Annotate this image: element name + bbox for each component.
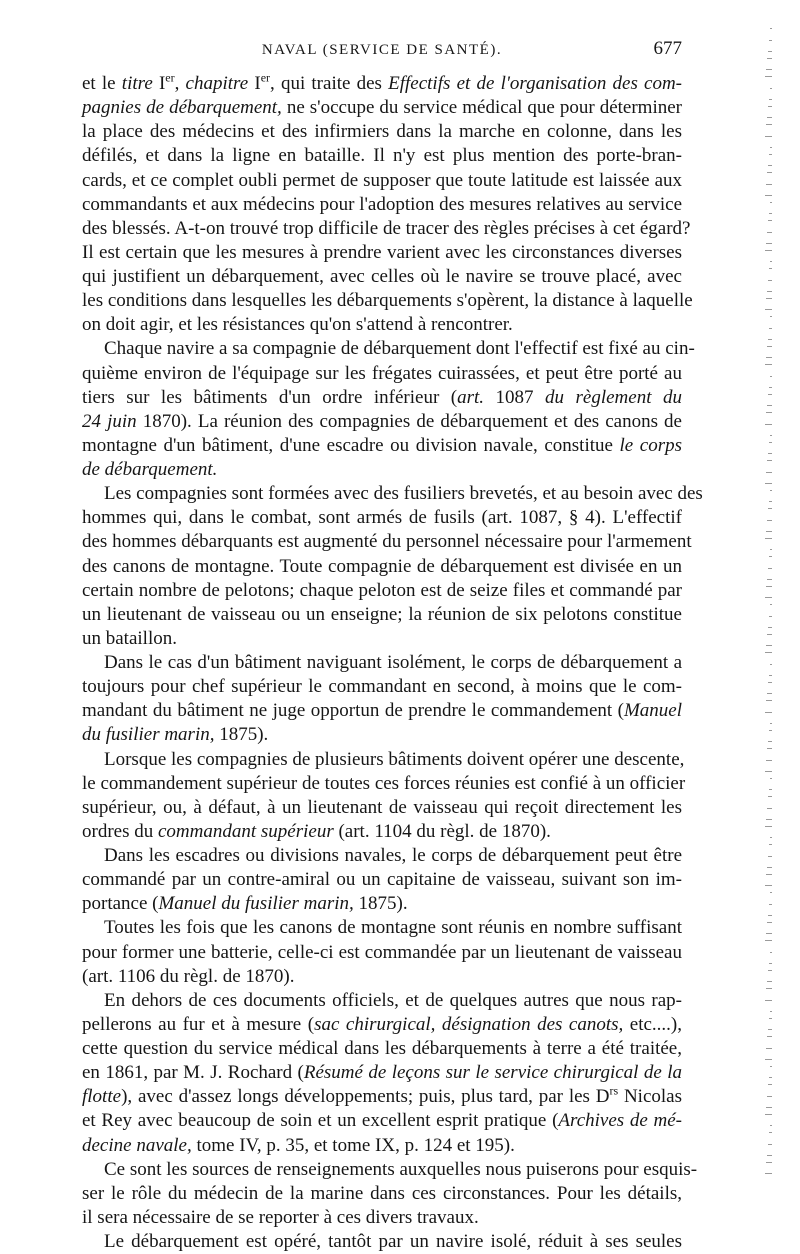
text-line: [82, 144, 682, 168]
text-line: [82, 772, 686, 796]
edge-mark: [769, 501, 772, 502]
edge-mark: [768, 51, 772, 52]
edge-mark: [765, 597, 772, 598]
edge-mark: [765, 136, 772, 137]
text-line: [82, 434, 682, 458]
text-segment: I: [152, 73, 166, 94]
edge-mark: [767, 291, 772, 292]
text-line: [82, 555, 682, 579]
edge-mark: [766, 243, 772, 244]
superscript-text: er: [260, 70, 271, 85]
edge-mark: [770, 604, 772, 605]
text-segment: Dans les escadres ou divisions navales, le corps de débarquement peut être: [104, 845, 682, 866]
text-segment: montagne d'un bâtiment, d'une escadre ou division navale, constitue: [82, 434, 620, 456]
text-line: [82, 313, 682, 337]
text-line: [82, 1182, 682, 1206]
edge-mark: [765, 1000, 772, 1001]
edge-mark: [770, 664, 772, 665]
edge-mark: [766, 586, 772, 587]
text-segment: des blessés. A-t-on trouvé trop difficile de tracer des règles précises à cet égard?: [82, 217, 691, 239]
text-line: [82, 265, 682, 289]
text-segment: un bataillon.: [82, 627, 177, 649]
italic-text: sac chirurgical, désignation des canots,: [314, 1013, 624, 1035]
edge-mark: [769, 387, 772, 388]
text-segment: En dehors de ces documents officiels, et de quelques autres que nous rap-: [104, 989, 682, 1011]
text-line: [82, 675, 682, 699]
edge-mark: [769, 904, 772, 905]
edge-mark: [768, 106, 772, 107]
edge-mark: [765, 885, 772, 886]
text-line: [82, 1085, 682, 1109]
text-segment: des canons de montagne. Toute compagnie de débarquement est divisée en un: [82, 555, 682, 577]
text-line: [82, 506, 682, 530]
text-line: [82, 241, 682, 265]
edge-mark: [766, 933, 772, 934]
edge-mark: [769, 1077, 772, 1078]
edge-mark: [770, 490, 772, 491]
superscript-text: rs: [609, 1083, 619, 1098]
edge-mark: [770, 28, 772, 29]
text-segment: 1875).: [214, 724, 269, 746]
edge-mark: [767, 748, 772, 749]
edge-mark: [769, 789, 772, 790]
text-segment: Il est certain que les mesures à prendre varient avec les circonstances diverses: [82, 241, 682, 263]
edge-mark: [766, 472, 772, 473]
text-segment: un lieutenant de vaisseau ou un enseigne; la réunion de six pelotons constitue: [82, 603, 682, 625]
edge-mark: [765, 826, 772, 827]
text-line: [82, 386, 682, 410]
edge-mark: [769, 268, 772, 269]
text-line: [82, 458, 682, 482]
edge-mark: [770, 316, 772, 317]
text-line: [82, 820, 682, 844]
edge-mark: [769, 328, 772, 329]
edge-mark: [768, 682, 772, 683]
edge-mark: [768, 970, 772, 971]
edge-mark: [769, 730, 772, 731]
edge-mark: [770, 261, 772, 262]
italic-text: commandant supérieur: [157, 820, 334, 842]
edge-mark: [765, 1173, 772, 1174]
text-segment: 1087: [484, 386, 546, 408]
running-title: NAVAL (SERVICE DE SANTÉ).: [261, 42, 503, 58]
edge-mark: [767, 634, 772, 635]
edge-mark: [766, 819, 772, 820]
edge-mark: [769, 675, 772, 676]
text-segment: Le débarquement est opéré, tantôt par un navire isolé, réduit à ses seules: [104, 1231, 682, 1252]
text-segment: mandant du bâtiment ne juge opportun de prendre le commandement (: [82, 700, 624, 722]
italic-text: 24 juin: [82, 410, 137, 432]
edge-mark: [767, 981, 772, 982]
text-line: [82, 1061, 682, 1085]
page-header: [82, 38, 682, 68]
edge-mark: [770, 549, 772, 550]
edge-mark: [766, 1107, 772, 1108]
italic-text: de débarquement.: [82, 459, 218, 480]
text-segment: et le: [82, 73, 122, 94]
italic-text: art.: [457, 386, 485, 408]
text-line: [82, 603, 682, 627]
edge-mark: [767, 1155, 772, 1156]
edge-mark: [767, 346, 772, 347]
text-line: [82, 748, 685, 772]
edge-mark: [768, 1084, 772, 1085]
edge-mark: [769, 963, 772, 964]
edge-mark: [767, 867, 772, 868]
text-line: [82, 699, 682, 723]
scan-edge-marks: [762, 20, 772, 1190]
text-segment: certain nombre de pelotons; chaque peloton est de seize files et commandé par: [82, 579, 682, 601]
text-line: [82, 579, 682, 603]
text-line: [82, 1206, 682, 1230]
edge-mark: [765, 652, 772, 653]
edge-mark: [766, 531, 772, 532]
edge-mark: [768, 1029, 772, 1030]
edge-mark: [767, 460, 772, 461]
edge-mark: [769, 616, 772, 617]
text-segment: tiers sur les bâtiments d'un ordre inférieur (: [82, 386, 458, 408]
text-line: [82, 482, 703, 506]
italic-text: decine navale,: [82, 1134, 192, 1156]
edge-mark: [766, 874, 772, 875]
edge-mark: [768, 453, 772, 454]
edge-mark: [768, 627, 772, 628]
edge-mark: [769, 99, 772, 100]
edge-mark: [769, 154, 772, 155]
text-segment: ordres du: [82, 820, 158, 842]
edge-mark: [766, 124, 772, 125]
edge-mark: [767, 172, 772, 173]
text-segment: et Rey avec beaucoup de soin et un excellent esprit pratique (: [82, 1110, 559, 1132]
text-segment: (art. 1104 du règl. de 1870).: [333, 820, 551, 842]
text-line: [82, 796, 682, 820]
edge-mark: [765, 195, 772, 196]
edge-mark: [766, 357, 772, 358]
text-line: [82, 410, 682, 434]
text-segment: 1875).: [353, 893, 408, 915]
edge-mark: [765, 771, 772, 772]
text-segment: ne s'occupe du service médical que pour déterminer: [281, 97, 682, 119]
edge-mark: [770, 147, 772, 148]
edge-mark: [770, 952, 772, 953]
text-segment: la place des médecins et des infirmiers dans la marche en colonne, dans les: [82, 121, 682, 143]
text-segment: ,: [174, 73, 186, 94]
text-line: [82, 193, 682, 217]
text-segment: des hommes débarquants est augmenté du personnel nécessaire pour l'armement: [82, 531, 692, 553]
text-segment: le commandement supérieur de toutes ces forces réunies est confié à un officier: [82, 772, 686, 794]
edge-mark: [769, 844, 772, 845]
edge-mark: [765, 309, 772, 310]
edge-mark: [768, 339, 772, 340]
edge-mark: [767, 1036, 772, 1037]
text-line: [82, 337, 695, 361]
edge-mark: [765, 483, 772, 484]
text-line: [82, 1230, 682, 1254]
edge-mark: [770, 892, 772, 893]
edge-mark: [768, 165, 772, 166]
text-segment: en 1861, par M. J. Rochard (: [82, 1062, 304, 1084]
edge-mark: [770, 1125, 772, 1126]
italic-text: du règlement du: [545, 386, 682, 408]
text-line: [82, 627, 682, 651]
text-segment: Toutes les fois que les canons de montagne sont réunis en nombre suffisant: [104, 917, 682, 939]
text-segment: qui justifient un débarquement, avec celles où le navire se trouve placé, avec: [82, 266, 682, 287]
edge-mark: [767, 579, 772, 580]
text-segment: supérieur, ou, à défaut, à un lieutenant de vaisseau qui reçoit directement les: [82, 796, 682, 818]
italic-text: Archives de mé-: [558, 1110, 683, 1132]
edge-mark: [765, 76, 772, 77]
text-segment: commandants et aux médecins pour l'adoption des mesures relatives au service: [82, 193, 682, 215]
text-line: [82, 651, 682, 675]
edge-mark: [766, 412, 772, 413]
edge-mark: [767, 520, 772, 521]
superscript-text: er: [165, 70, 175, 85]
text-segment: 1870). La réunion des compagnies de débarquement et des canons de: [136, 410, 682, 432]
edge-mark: [768, 394, 772, 395]
text-segment: quième environ de l'équipage sur les frégates cuirassées, et peut être porté au: [82, 362, 682, 384]
text-line: [82, 96, 682, 120]
text-line: [82, 1158, 698, 1182]
text-segment: cards, et ce complet oubli permet de supposer que toute latitude est laissée aux: [82, 169, 682, 191]
text-line: [82, 892, 682, 916]
edge-mark: [765, 1059, 772, 1060]
edge-mark: [765, 712, 772, 713]
text-segment: il sera nécessaire de se reporter à ces divers travaux.: [82, 1206, 479, 1228]
edge-mark: [768, 741, 772, 742]
edge-mark: [767, 693, 772, 694]
italic-text: flotte: [82, 1086, 122, 1108]
edge-mark: [770, 435, 772, 436]
text-segment: pellerons au fur et à mesure (: [82, 1013, 315, 1035]
edge-mark: [769, 213, 772, 214]
edge-mark: [765, 940, 772, 941]
italic-text: Manuel: [623, 700, 682, 722]
edge-mark: [766, 645, 772, 646]
edge-mark: [768, 856, 772, 857]
text-segment: cette question du service médical dans les débarquements à terre a été traitée,: [82, 1038, 682, 1059]
text-line: [82, 989, 682, 1013]
text-line: [82, 1037, 682, 1061]
edge-mark: [768, 796, 772, 797]
text-segment: ser le rôle du médecin de la marine dans ces circonstances. Pour les détails,: [82, 1182, 682, 1204]
text-line: [82, 1134, 682, 1158]
text-segment: les conditions dans lesquelles les débarquements s'opèrent, la distance à laquelle: [82, 290, 693, 312]
text-line: [82, 844, 682, 868]
text-line: [82, 217, 691, 241]
text-segment: I: [248, 73, 261, 94]
text-segment: on doit agir, et les résistances qu'on s'attend à rencontrer.: [82, 314, 513, 336]
edge-mark: [766, 760, 772, 761]
text-segment: Nicolas: [618, 1086, 682, 1108]
edge-mark: [769, 1018, 772, 1019]
edge-mark: [765, 424, 772, 425]
text-line: [82, 530, 692, 554]
edge-mark: [766, 69, 772, 70]
edge-mark: [770, 723, 772, 724]
edge-mark: [767, 232, 772, 233]
italic-text: Résumé de leçons sur le service chirurgical de la: [303, 1062, 682, 1084]
edge-mark: [770, 1066, 772, 1067]
text-line: [82, 941, 682, 965]
italic-text: pagnies de débarquement,: [82, 97, 282, 119]
edge-mark: [767, 1096, 772, 1097]
text-segment: (art. 1106 du règl. de 1870).: [82, 965, 295, 987]
text-line: [82, 169, 682, 193]
italic-text: titre: [121, 73, 153, 94]
italic-text: du fusilier marin,: [82, 724, 215, 746]
edge-mark: [766, 184, 772, 185]
edge-mark: [767, 58, 772, 59]
text-line: [82, 1109, 682, 1133]
body-text: [82, 70, 703, 1254]
text-segment: Dans le cas d'un bâtiment naviguant isolément, le corps de débarquement a: [104, 652, 682, 673]
text-segment: , qui traite des: [270, 73, 389, 94]
edge-mark: [768, 915, 772, 916]
italic-text: chapitre: [185, 73, 249, 94]
edge-mark: [770, 837, 772, 838]
text-line: [82, 289, 693, 313]
edge-mark: [767, 922, 772, 923]
text-segment: Lorsque les compagnies de plusieurs bâtiments doivent opérer une descente,: [104, 748, 685, 770]
edge-mark: [767, 405, 772, 406]
text-line: [82, 1013, 682, 1037]
edge-mark: [768, 220, 772, 221]
edge-mark: [769, 556, 772, 557]
text-line: [82, 723, 682, 747]
edge-mark: [768, 568, 772, 569]
edge-mark: [767, 808, 772, 809]
edge-mark: [766, 700, 772, 701]
text-line: [82, 965, 682, 989]
edge-mark: [767, 117, 772, 118]
text-line: [82, 916, 682, 940]
edge-mark: [766, 988, 772, 989]
edge-mark: [766, 1048, 772, 1049]
text-segment: Les compagnies sont formées avec des fusiliers brevetés, et au besoin avec des: [104, 483, 703, 505]
text-segment: pour former une batterie, celle-ci est commandée par un lieutenant de vaisseau: [82, 941, 682, 963]
edge-mark: [766, 1162, 772, 1163]
edge-mark: [770, 1011, 772, 1012]
edge-mark: [770, 778, 772, 779]
italic-text: Effectifs et de l'organisation des com-: [388, 73, 683, 94]
edge-mark: [765, 250, 772, 251]
text-segment: hommes qui, dans le combat, sont armés de fusils (art. 1087, § 4). L'effectif: [82, 507, 682, 529]
italic-text: Manuel du fusilier marin,: [158, 893, 354, 915]
edge-mark: [768, 508, 772, 509]
edge-mark: [768, 1144, 772, 1145]
edge-mark: [769, 442, 772, 443]
page-number: 677: [653, 38, 682, 59]
italic-text: le corps: [619, 434, 683, 456]
edge-mark: [770, 202, 772, 203]
text-segment: toujours pour chef supérieur le commandant en second, à moins que le com-: [82, 676, 682, 698]
edge-mark: [768, 280, 772, 281]
edge-mark: [769, 40, 772, 41]
text-segment: Ce sont les sources de renseignements auxquelles nous puiserons pour esquis-: [104, 1158, 698, 1180]
edge-mark: [769, 1132, 772, 1133]
text-segment: commandé par un contre-amiral ou un capitaine de vaisseau, suivant son im-: [82, 869, 682, 891]
text-line: [82, 362, 682, 386]
text-segment: défilés, et dans la ligne en bataille. Il n'y est plus mention des porte-bran-: [82, 145, 682, 167]
text-segment: etc....),: [623, 1013, 682, 1035]
edge-mark: [770, 376, 772, 377]
edge-mark: [765, 364, 772, 365]
text-segment: tome IV, p. 35, et tome IX, p. 124 et 195).: [191, 1134, 515, 1156]
edge-mark: [765, 1114, 772, 1115]
text-line: [82, 120, 682, 144]
text-segment: portance (: [82, 893, 159, 915]
edge-mark: [770, 88, 772, 89]
text-segment: ), avec d'assez longs développements; puis, plus tard, par les D: [121, 1086, 610, 1108]
text-line: [82, 72, 682, 96]
text-segment: Chaque navire a sa compagnie de débarquement dont l'effectif est fixé au cin-: [104, 338, 695, 360]
text-line: [82, 868, 682, 892]
edge-mark: [766, 298, 772, 299]
edge-mark: [765, 538, 772, 539]
